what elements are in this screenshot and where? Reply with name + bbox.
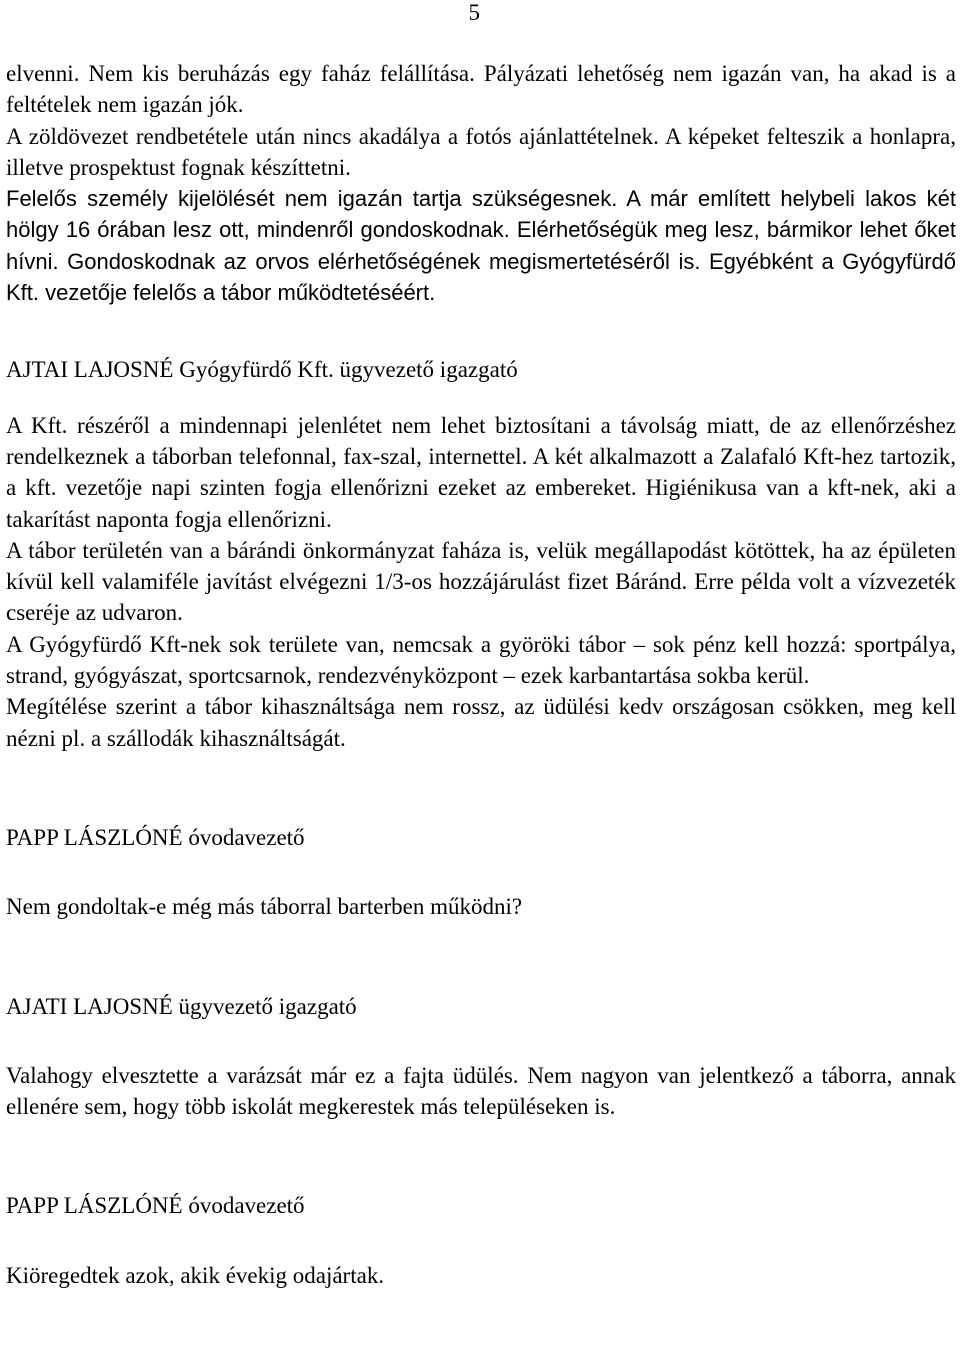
paragraph: A zöldövezet rendbetétele után nincs akadálya a fotós ajánlattételnek. A képeket felteszik a honlapra, illetve prospektust fognak készíttetni. — [6, 123, 956, 180]
paragraph: A Gyógyfürdő Kft-nek sok területe van, nemcsak a györöki tábor – sok pénz kell hozzá: sportpálya, strand, gyógyászat, sportcsarnok, rendezvényközpont – ezek karbantartása sokba kerül. — [6, 631, 956, 689]
paragraph: Kiöregedtek azok, akik évekig odajártak. — [6, 1262, 385, 1288]
speaker-heading: PAPP LÁSZLÓNÉ óvodavezető — [6, 1193, 305, 1219]
transcript-block-4 — [6, 1060, 956, 1123]
paragraph: Megítélése szerint a tábor kihasználtsága nem rossz, az üdülési kedv országosan csökken, meg kell nézni pl. a szállodák kihasználtságát. — [6, 694, 956, 751]
paragraph: Nem gondoltak-e még más táborral barterben működni? — [6, 894, 523, 920]
page-number: 5 — [468, 0, 480, 25]
paragraph: Valahogy elvesztette a varázsát már ez a fajta üdülés. Nem nagyon van jelentkező a táborra, annak ellenére sem, hogy több iskolát megkerestek más településeken is. — [6, 1062, 956, 1120]
paragraph: A tábor területén van a bárándi önkormányzat faháza is, velük megállapodást kötöttek, ha az épületen kívül kell valamiféle javítást elvégezni 1/3-os hozzájárulást fizet Báránd. Erre példa volt a vízvezeték cseréje az udvaron. — [6, 537, 956, 626]
transcript-block-2 — [6, 410, 956, 754]
speaker-heading: AJATI LAJOSNÉ ügyvezető igazgató — [6, 993, 357, 1019]
speaker-heading: AJTAI LAJOSNÉ Gyógyfürdő Kft. ügyvezető igazgató — [6, 357, 518, 383]
paragraph: elvenni. Nem kis beruházás egy faház felállítása. Pályázati lehetőség nem igazán van, ha akad is a feltételek nem igazán jók. — [6, 61, 956, 118]
paragraph: A Kft. részéről a mindennapi jelenlétet nem lehet biztosítani a távolság miatt, de az ellenőrzéshez rendelkeznek a táborban telefonnal, fax-szal, internettel. A két alkalmazott a Zalafaló Kft-hez tartozik, a kft. vezetője napi szinten fogja ellenőrizni ezeket az embereket. Higiénikusa van a kft-nek, aki a takarítást naponta fogja ellenőrizni. — [6, 412, 956, 532]
paragraph: Felelős személy kijelölését nem igazán tartja szükségesnek. A már említett helybeli lakos két hölgy 16 órában lesz ott, mindenről gondoskodnak. Elérhetőségük meg lesz, bármikor lehet őket hívni. Gondoskodnak az orvos elérhetőségének megismertetéséről is. Egyébként a Gyógyfürdő Kft. vezetője felelős a tábor működtetéséért. — [6, 186, 956, 306]
speaker-heading: PAPP LÁSZLÓNÉ óvodavezető — [6, 824, 305, 850]
transcript-block-1 — [6, 58, 956, 308]
document-page — [6, 0, 956, 1291]
